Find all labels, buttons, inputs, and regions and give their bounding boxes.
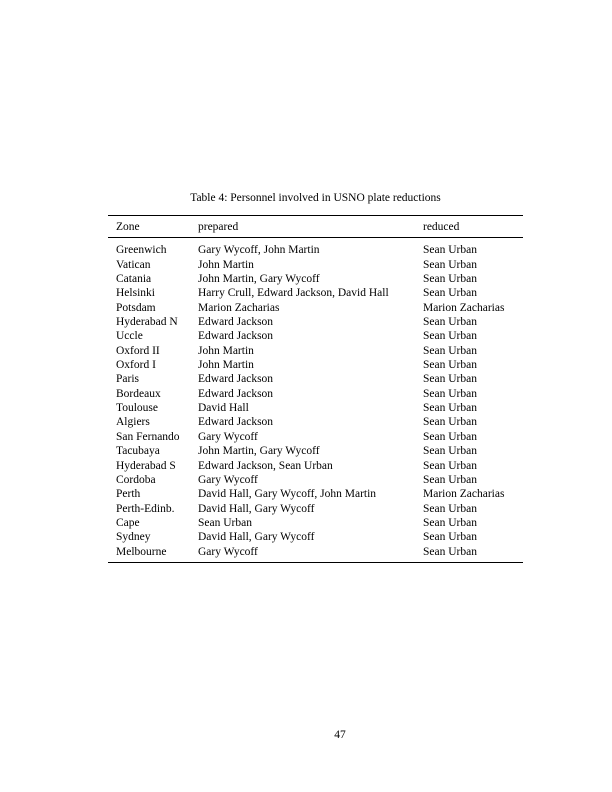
prepared-cell: John Martin [198,344,254,357]
zone-cell: Cape [116,516,140,529]
table-row [108,301,523,315]
prepared-cell: Edward Jackson [198,316,274,329]
table-row [108,243,523,257]
zone-cell: Uccle [116,330,143,343]
zone-cell: Vatican [116,258,151,271]
zone-cell: Cordoba [116,473,156,486]
prepared-cell: Edward Jackson, Sean Urban [198,459,333,472]
zone-cell: Greenwich [116,244,167,257]
zone-cell: Potsdam [116,301,156,314]
table-row [108,502,523,516]
table-row [108,315,523,329]
reduced-cell: Sean Urban [423,316,477,329]
table-row [108,459,523,473]
reduced-cell: Sean Urban [423,387,477,400]
reduced-cell: Sean Urban [423,473,477,486]
prepared-cell: Marion Zacharias [198,301,280,314]
zone-cell: Hyderabad S [116,459,176,472]
table-row [108,530,523,544]
prepared-cell: David Hall, Gary Wycoff [198,502,315,515]
prepared-cell: David Hall, Gary Wycoff [198,531,315,544]
reduced-cell: Sean Urban [423,516,477,529]
prepared-cell: Sean Urban [198,516,252,529]
prepared-cell: John Martin [198,258,254,271]
page-number: 47 [334,729,346,741]
reduced-cell: Sean Urban [423,545,477,558]
zone-cell: Oxford I [116,359,156,372]
table-row [108,272,523,286]
table-row [108,487,523,501]
reduced-cell: Sean Urban [423,502,477,515]
table-row [108,415,523,429]
prepared-cell: Gary Wycoff, John Martin [198,244,320,257]
zone-cell: Perth [116,488,141,501]
prepared-cell: Edward Jackson [198,330,274,343]
prepared-cell: John Martin, Gary Wycoff [198,445,320,458]
prepared-cell: Edward Jackson [198,387,274,400]
reduced-cell: Marion Zacharias [423,301,505,314]
prepared-cell: Edward Jackson [198,373,274,386]
table-body [108,238,523,562]
zone-cell: Toulouse [116,402,158,415]
zone-cell: Perth-Edinb. [116,502,175,515]
prepared-cell: John Martin, Gary Wycoff [198,273,320,286]
column-header-zone: Zone [116,221,140,233]
table-row [108,286,523,300]
zone-cell: Helsinki [116,287,155,300]
personnel-table [108,215,523,563]
zone-cell: Bordeaux [116,387,161,400]
zone-cell: Paris [116,373,139,386]
table-row [108,545,523,559]
reduced-cell: Sean Urban [423,430,477,443]
prepared-cell: Gary Wycoff [198,473,258,486]
table-row [108,473,523,487]
table-header-row [108,220,523,234]
table-header [108,216,523,238]
zone-cell: Hyderabad N [116,316,178,329]
table-row [108,258,523,272]
table-row [108,444,523,458]
reduced-cell: Sean Urban [423,531,477,544]
prepared-cell: Gary Wycoff [198,430,258,443]
prepared-cell: David Hall [198,402,249,415]
reduced-cell: Sean Urban [423,459,477,472]
reduced-cell: Sean Urban [423,373,477,386]
prepared-cell: Harry Crull, Edward Jackson, David Hall [198,287,389,300]
zone-cell: Sydney [116,531,151,544]
table-caption: Table 4: Personnel involved in USNO plate reductions [190,192,441,204]
prepared-cell: Gary Wycoff [198,545,258,558]
reduced-cell: Sean Urban [423,258,477,271]
reduced-cell: Marion Zacharias [423,488,505,501]
prepared-cell: Edward Jackson [198,416,274,429]
reduced-cell: Sean Urban [423,244,477,257]
reduced-cell: Sean Urban [423,416,477,429]
zone-cell: Catania [116,273,152,286]
reduced-cell: Sean Urban [423,344,477,357]
table-row [108,516,523,530]
table-row [108,358,523,372]
zone-cell: Melbourne [116,545,167,558]
table-row [108,372,523,386]
table-row [108,387,523,401]
reduced-cell: Sean Urban [423,445,477,458]
zone-cell: Tacubaya [116,445,160,458]
zone-cell: San Fernando [116,430,180,443]
zone-cell: Oxford II [116,344,160,357]
reduced-cell: Sean Urban [423,402,477,415]
zone-cell: Algiers [116,416,150,429]
reduced-cell: Sean Urban [423,330,477,343]
table-row [108,344,523,358]
prepared-cell: David Hall, Gary Wycoff, John Martin [198,488,377,501]
column-header-prepared: prepared [198,221,239,233]
column-header-reduced: reduced [423,221,460,233]
table-row [108,329,523,343]
table-row [108,430,523,444]
table-row [108,401,523,415]
prepared-cell: John Martin [198,359,254,372]
reduced-cell: Sean Urban [423,359,477,372]
reduced-cell: Sean Urban [423,287,477,300]
reduced-cell: Sean Urban [423,273,477,286]
